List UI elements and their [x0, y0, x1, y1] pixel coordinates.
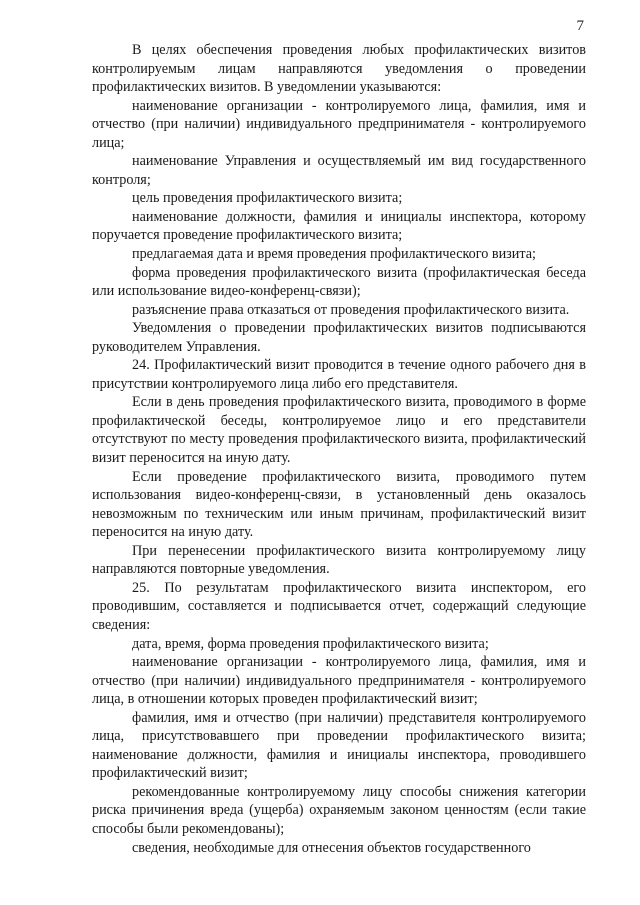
paragraph-list-item: рекомендованные контролируемому лицу способы снижения категории риска причинения вреда (ущерба) охраняемым законом ценностям (если такие способы были рекомендованы); [92, 783, 586, 837]
paragraph-list-item: наименование организации - контролируемого лица, фамилия, имя и отчество (при наличии) индивидуального предпринимателя - контролируемого лица, в отношении которых проведен профилактический визит; [92, 654, 586, 708]
paragraph-list-item: форма проведения профилактического визита (профилактическая беседа или использование видео-конференц-связи); [92, 264, 586, 300]
paragraph-repeat-notice: При перенесении профилактического визита контролируемому лицу направляются повторные уведомления. [92, 542, 586, 578]
document-body [92, 41, 586, 857]
paragraph-clause-25: 25. По результатам профилактического визита инспектором, его проводившим, составляется и подписывается отчет, содержащий следующие сведения: [92, 579, 586, 633]
paragraph-list-item: дата, время, форма проведения профилактического визита; [132, 635, 489, 652]
page-number: 7 [576, 18, 584, 34]
paragraph-list-item: сведения, необходимые для отнесения объектов государственного [132, 839, 531, 856]
paragraph-list-item: цель проведения профилактического визита; [132, 190, 403, 207]
paragraph-list-item: разъяснение права отказаться от проведения профилактического визита. [132, 301, 570, 318]
paragraph-rescheduling-video: Если проведение профилактического визита, проводимого путем использования видео-конференц-связи, в установленный день оказалось невозможным по техническим или иным причинам, профилактический визит переносится на иную дату. [92, 468, 586, 541]
paragraph-signing: Уведомления о проведении профилактических визитов подписываются руководителем Управления. [92, 320, 586, 355]
paragraph-list-item: наименование Управления и осуществляемый им вид государственного контроля; [92, 153, 586, 188]
paragraph-notice-intro: В целях обеспечения проведения любых профилактических визитов контролируемым лицам направляются уведомления о проведении профилактических визитов. В уведомлении указываются: [92, 42, 586, 96]
paragraph-clause-24: 24. Профилактический визит проводится в течение одного рабочего дня в присутствии контролируемого лица либо его представителя. [92, 357, 586, 392]
paragraph-list-item: наименование должности, фамилия и инициалы инспектора, которому поручается проведение профилактического визита; [92, 208, 586, 244]
paragraph-list-item: предлагаемая дата и время проведения профилактического визита; [132, 246, 536, 263]
paragraph-list-item: фамилия, имя и отчество (при наличии) представителя контролируемого лица, присутствовавшего при проведении профилактического визита; наименование должности, фамилия и инициалы инспектора, проводившего профилактический визит; [92, 709, 586, 782]
paragraph-rescheduling-absence: Если в день проведения профилактического визита, проводимого в форме профилактической беседы, контролируемое лицо и его представители отсутствуют по месту проведения профилактического визита, профилактический визит переносится на иную дату. [92, 394, 586, 467]
paragraph-list-item: наименование организации - контролируемого лица, фамилия, имя и отчество (при наличии) индивидуального предпринимателя - контролируемого лица; [92, 97, 586, 151]
